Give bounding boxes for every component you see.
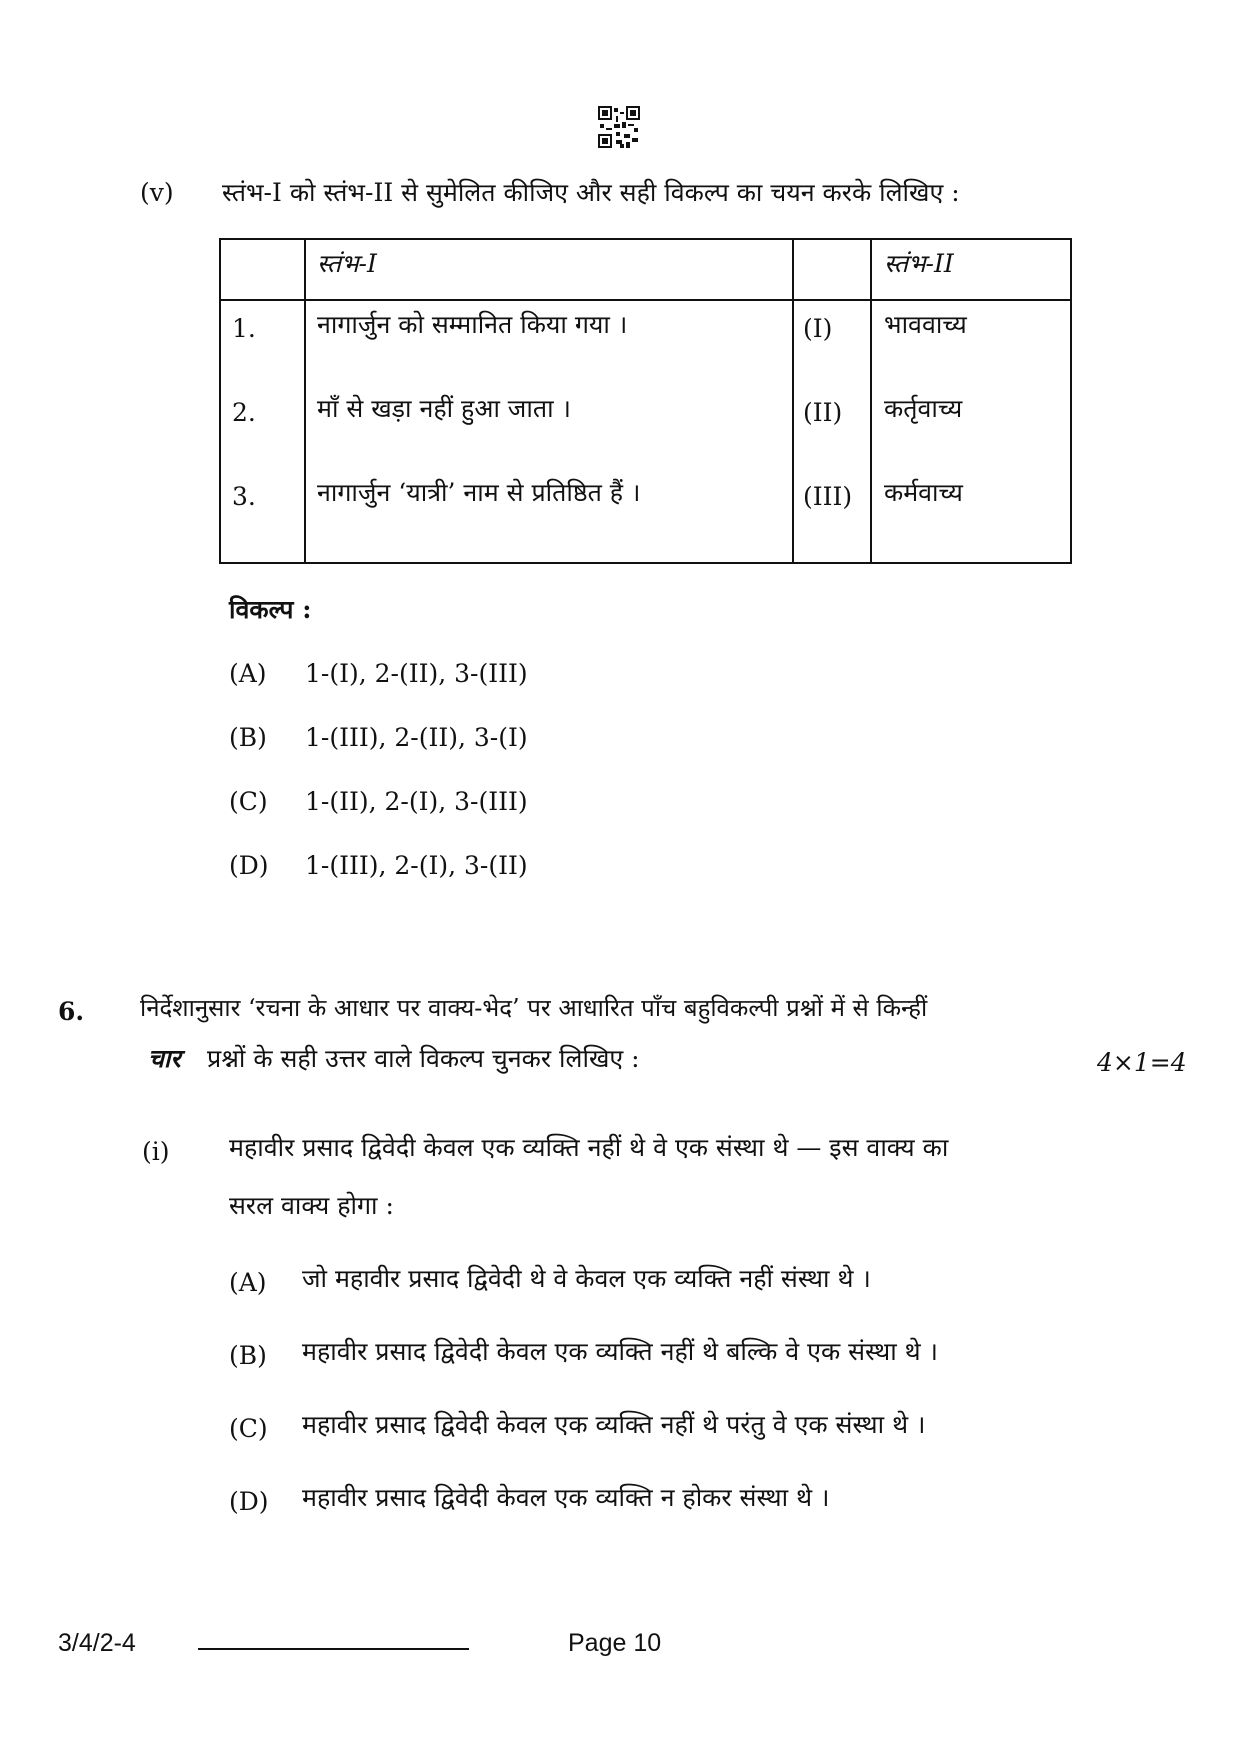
option-key: (C) [229, 787, 268, 816]
table-row-roman: (II) [803, 398, 843, 427]
option-key: (C) [229, 1414, 268, 1443]
subquestion-text: सरल वाक्य होगा : [229, 1191, 394, 1220]
option-key: (A) [229, 1268, 267, 1297]
option-key: (D) [229, 1487, 269, 1516]
option-text: 1-(I), 2-(II), 3-(III) [305, 659, 528, 688]
table-row-number: 1. [232, 314, 256, 343]
option-text: जो महावीर प्रसाद द्विवेदी थे वे केवल एक व्यक्ति नहीं संस्था थे । [302, 1264, 871, 1293]
subquestion-label: (v) [140, 178, 174, 207]
column-header-1: स्तंभ-I [317, 249, 377, 278]
column-header-2: स्तंभ-II [884, 249, 954, 278]
option-key: (B) [229, 723, 267, 752]
question-instruction: स्तंभ-I को स्तंभ-II से सुमेलित कीजिए और सही विकल्प का चयन करके लिखिए : [222, 178, 960, 207]
marks-allocation: 4×1=4 [1097, 1048, 1187, 1077]
table-row-roman: (III) [803, 482, 853, 511]
option-text: महावीर प्रसाद द्विवेदी केवल एक व्यक्ति नहीं थे परंतु वे एक संस्था थे । [302, 1410, 926, 1439]
table-row-number: 2. [232, 398, 256, 427]
table-row-match: कर्तृवाच्य [884, 394, 963, 423]
page-number: Page 10 [568, 1629, 662, 1657]
question-text: प्रश्नों के सही उत्तर वाले विकल्प चुनकर लिखिए : [207, 1044, 640, 1073]
table-row-number: 3. [232, 482, 256, 511]
subquestion-text: महावीर प्रसाद द्विवेदी केवल एक व्यक्ति नहीं थे वे एक संस्था थे — इस वाक्य का [229, 1133, 949, 1162]
question-emphasis: चार [148, 1044, 181, 1073]
table-row-match: कर्मवाच्य [884, 478, 963, 507]
table-row-text: माँ से खड़ा नहीं हुआ जाता । [317, 394, 571, 423]
paper-code: 3/4/2-4 [58, 1629, 136, 1657]
option-key: (B) [229, 1341, 267, 1370]
question-text: निर्देशानुसार ‘रचना के आधार पर वाक्य-भेद’ पर आधारित पाँच बहुविकल्पी प्रश्नों में से किन्हीं [140, 994, 928, 1022]
subquestion-label: (i) [142, 1137, 170, 1166]
option-key: (D) [229, 851, 269, 880]
option-text: महावीर प्रसाद द्विवेदी केवल एक व्यक्ति न होकर संस्था थे । [302, 1483, 830, 1512]
options-label: विकल्प : [229, 595, 312, 624]
table-row-match: भाववाच्य [884, 310, 967, 339]
option-text: 1-(III), 2-(I), 3-(II) [305, 851, 528, 880]
option-text: 1-(III), 2-(II), 3-(I) [305, 723, 528, 752]
option-text: महावीर प्रसाद द्विवेदी केवल एक व्यक्ति नहीं थे बल्कि वे एक संस्था थे । [302, 1337, 939, 1366]
footer-divider [198, 1648, 469, 1650]
table-row-roman: (I) [803, 314, 833, 343]
option-key: (A) [229, 659, 267, 688]
table-row-text: नागार्जुन को सम्मानित किया गया । [317, 310, 628, 339]
option-text: 1-(II), 2-(I), 3-(III) [305, 787, 528, 816]
question-number: 6. [58, 997, 85, 1026]
qr-code-icon [598, 106, 640, 148]
match-table [219, 238, 1072, 564]
table-row-text: नागार्जुन ‘यात्री’ नाम से प्रतिष्ठित हैं । [317, 478, 641, 507]
